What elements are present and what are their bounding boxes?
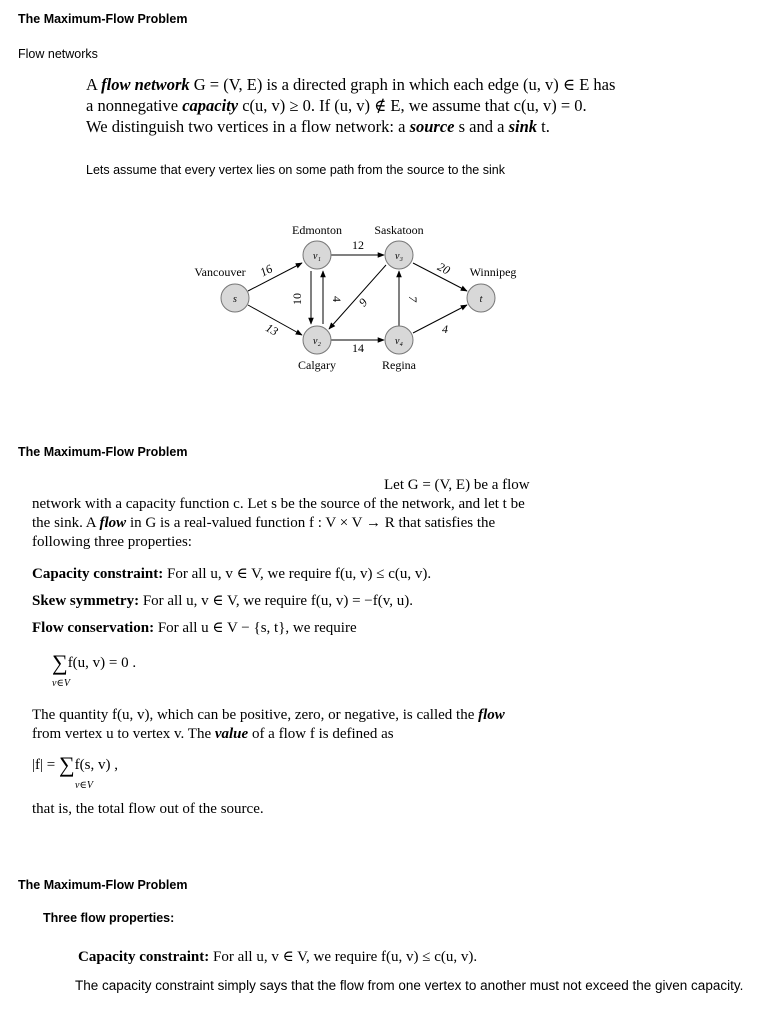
node-v1-label: v₁ (313, 251, 321, 262)
flow-value-paragraph: The quantity f(u, v), which can be positive, zero, or negative, is called the flow from vertex u to vertex v. The value of a flow f is defined as (32, 707, 505, 742)
node-v3-label: v₃ (395, 251, 403, 262)
capacity-constraint-repeat: Capacity constraint: For all u, v ∈ V, we require f(u, v) ≤ c(u, v). (78, 949, 478, 965)
capacity-v2-v1: 4 (330, 296, 344, 302)
flow-conservation: Flow conservation: For all u ∈ V − {s, t}, we require (32, 620, 357, 636)
flow-network-definition: A flow network G = (V, E) is a directed graph in which each edge (u, v) ∈ E has a nonnegative capacity c(u, v) ≥ 0. If (u, v) ∉ E, we assume that c(u, v) = 0. We distinguish two vertices in a flow network: a source s and a sink t. (86, 75, 616, 136)
capacity-v1-v3: 12 (352, 238, 364, 252)
node-v2-label: v₂ (313, 336, 321, 347)
conservation-sum-subscript: v∈V (52, 678, 70, 689)
flow-value-subscript: v∈V (75, 780, 93, 791)
term-sink: sink (508, 117, 538, 136)
capacity-v2-v4: 14 (352, 341, 364, 355)
term-source: source (409, 117, 455, 136)
edge-s-v1 (248, 263, 302, 291)
conservation-sum-formula: ∑f(u, v) = 0 . (52, 650, 137, 675)
capacity-constraint: Capacity constraint: For all u, v ∈ V, we require f(u, v) ≤ c(u, v). (32, 566, 432, 582)
flow-value-formula: |f| = ∑f(s, v) , (32, 752, 118, 777)
term-flow-network: flow network (101, 75, 190, 94)
city-label-edmonton: Edmonton (292, 223, 342, 237)
capacity-v4-t: 4 (442, 322, 448, 336)
section3-title: The Maximum-Flow Problem (18, 878, 188, 892)
term-value: value (214, 726, 249, 742)
city-label-saskatoon: Saskatoon (374, 223, 424, 237)
skew-symmetry: Skew symmetry: For all u, v ∈ V, we require f(u, v) = −f(v, u). (32, 593, 414, 609)
city-label-vancouver: Vancouver (194, 265, 246, 279)
section2-title: The Maximum-Flow Problem (18, 445, 188, 459)
flow-definition-paragraph: Let G = (V, E) be a flow network with a capacity function c. Let s be the source of the network, and let t be the sink. A flow in G is a real-valued function f : V × V → R that satisfies the following three properties: (32, 477, 530, 550)
capacity-constraint-explanation: The capacity constraint simply says that the flow from one vertex to another must not exceed the given capacity. (75, 978, 744, 993)
capacity-s-v1: 16 (257, 261, 275, 280)
capacity-s-v2: 13 (263, 320, 281, 339)
capacity-v3-t: 20 (435, 259, 453, 278)
term-flow-2: flow (478, 707, 505, 723)
section3-subtitle: Three flow properties: (43, 911, 175, 925)
city-label-regina: Regina (382, 358, 416, 372)
flow-network-diagram (180, 215, 540, 380)
section1-title: The Maximum-Flow Problem (18, 12, 188, 26)
term-capacity: capacity (182, 96, 239, 115)
city-label-calgary: Calgary (298, 358, 336, 372)
term-flow: flow (99, 515, 127, 531)
edge-v4-t (413, 305, 467, 333)
assumption-text: Lets assume that every vertex lies on some path from the source to the sink (86, 163, 505, 177)
section1-subtitle: Flow networks (18, 47, 98, 61)
capacity-v1-v2: 10 (290, 293, 304, 305)
node-s-label: s (233, 294, 237, 305)
city-label-winnipeg: Winnipeg (469, 265, 517, 279)
capacity-v3-v2: 9 (355, 295, 371, 310)
capacity-v4-v3: 7 (406, 296, 420, 302)
total-flow-text: that is, the total flow out of the source. (32, 801, 264, 817)
node-v4-label: v₄ (395, 336, 403, 347)
node-t-label: t (479, 294, 483, 305)
